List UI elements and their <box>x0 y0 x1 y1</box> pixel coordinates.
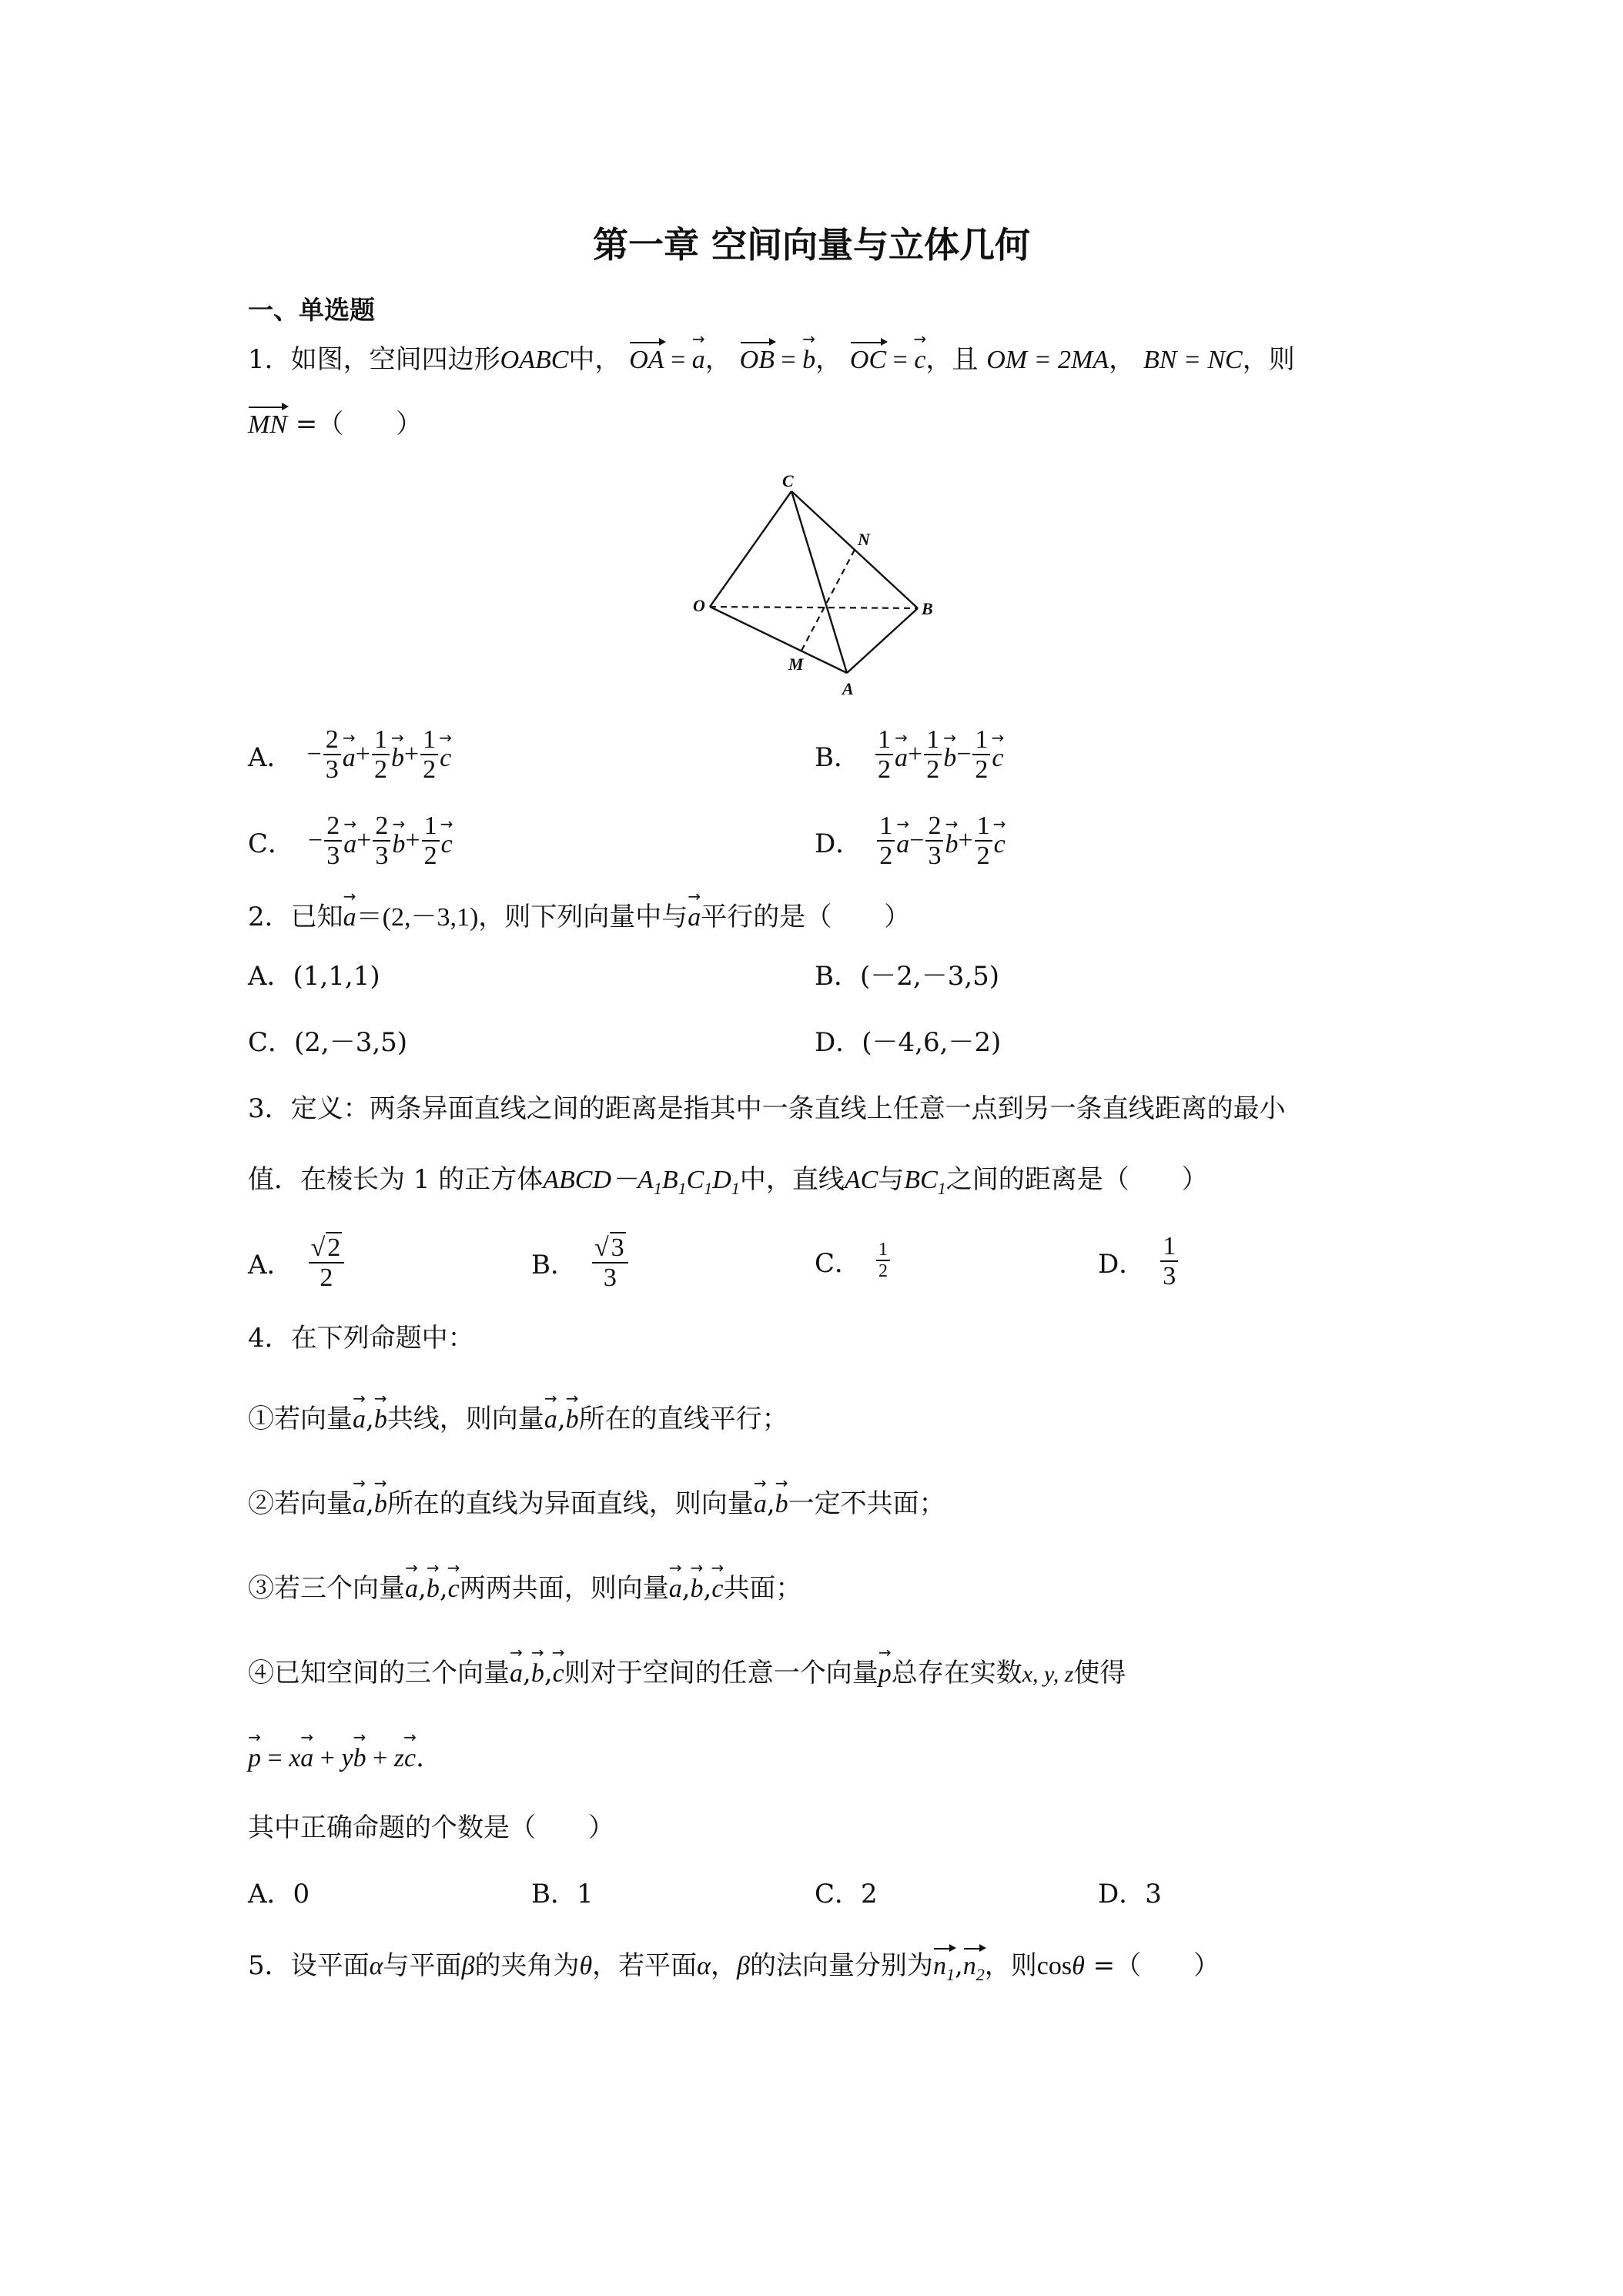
quad-name: OABC <box>500 346 569 374</box>
q4-proposition-2: ②若向量a →,b →所在的直线为异面直线，则向量a →,b →一定不共面； <box>248 1481 945 1521</box>
q5-text: 的夹角为 <box>474 1950 580 1981</box>
vector-b: b → <box>802 337 815 377</box>
q3-line2: 值．在棱长为 1 的正方体$ABCD-A_1B_1C_1D_1$中，直线AC与$BC_1$之间的距离是（ ） <box>248 1164 1208 1198</box>
q3-line1: 3．定义：两条异面直线之间的距离是指其中一条直线上任意一点到另一条直线距离的最小 <box>248 1093 1286 1124</box>
q4-text: 两两共面，则向量 <box>459 1573 669 1604</box>
vector-c: c → <box>914 337 925 377</box>
label-n: N <box>858 530 870 549</box>
vector-ob: OB <box>740 339 775 377</box>
symbol-beta: β <box>461 1952 475 1980</box>
q4-text: 所在的直线平行； <box>578 1404 788 1434</box>
q4-text: 总存在实数 <box>891 1658 1022 1689</box>
section-heading: 一、单选题 <box>248 295 375 325</box>
answer-blank: =（ ） <box>287 409 423 440</box>
symbol-theta: θ <box>1072 1952 1085 1980</box>
vector-oa: OA <box>629 339 664 377</box>
option-label: B． <box>815 741 860 773</box>
label-a: A <box>842 679 854 698</box>
label-o: O <box>693 596 705 615</box>
q2-text: 平行的是（ ） <box>701 902 911 932</box>
vector-a-value: (2,－3,1) <box>382 903 479 932</box>
q2-option-a[interactable]: A．(1,1,1) <box>248 961 380 992</box>
q1-text: 如图，空间四边形 <box>290 344 500 375</box>
q4-formula: p → = xa → + yb → + zc →. <box>248 1735 424 1775</box>
q3-text: 值．在棱长为 1 的正方体 <box>248 1164 544 1195</box>
option-label: D． <box>1098 1248 1146 1280</box>
q3-text: 与 <box>878 1164 905 1195</box>
q5-text: =（ ） <box>1084 1950 1220 1981</box>
q1-line2 <box>248 403 422 441</box>
symbol-alpha: α <box>369 1952 383 1980</box>
q1-option-a[interactable]: A． − $\frac{2}{3}$ a → + $\frac{1}{2}$ b → + $\frac{1}{2}$ c → <box>248 725 451 785</box>
q4-proposition-4: ④已知空间的三个向量a →,b →,c →则对于空间的任意一个向量p →总存在实数x, y, z使得 <box>248 1651 1126 1690</box>
q4-text: 一定不共面； <box>788 1488 945 1519</box>
q4-text: ④已知空间的三个向量 <box>248 1658 510 1689</box>
q4-option-b[interactable]: B．1 <box>531 1879 594 1909</box>
q5-text: 与平面 <box>383 1950 462 1981</box>
q3-option-c[interactable]: C． $\frac{1}{2}$ <box>815 1240 892 1282</box>
label-b: B <box>922 599 933 618</box>
q4-text: 使得 <box>1073 1658 1126 1689</box>
vector-a: a → <box>343 895 356 934</box>
q5-stem: 5．设平面α与平面β的夹角为θ，若平面α，β的法向量分别为$n_1,n_2$，则cosθ =（ ） <box>248 1945 1220 1985</box>
vector-a: a → <box>688 895 701 934</box>
q1-text: ，且 <box>925 344 979 375</box>
q2-option-b[interactable]: B．(－2,－3,5) <box>815 961 1000 992</box>
q4-proposition-1: ①若向量a →,b →共线，则向量a →,b →所在的直线平行； <box>248 1397 788 1436</box>
q1-option-d[interactable]: D． $\frac{1}{2}$ a → − $\frac{2}{3}$ b → + $\frac{1}{2}$ c → <box>815 812 1006 871</box>
q2-text: ，则下列向量中与 <box>478 902 688 932</box>
q1-number: 1． <box>248 344 291 375</box>
symbol-theta: θ <box>579 1952 593 1980</box>
option-label: C． <box>248 828 295 859</box>
label-c: C <box>782 471 794 490</box>
q2-stem: 2．已知a →＝(2,－3,1)，则下列向量中与a →平行的是（ ） <box>248 895 910 934</box>
q5-text: 5．设平面 <box>248 1950 370 1981</box>
q4-text: 共线，则向量 <box>387 1404 544 1434</box>
q4-ask: 其中正确命题的个数是（ ） <box>248 1812 614 1843</box>
q4-text: ③若三个向量 <box>248 1573 405 1604</box>
q3-option-a[interactable]: A． $\frac{√2}{2}$ <box>248 1232 346 1293</box>
page-title: 第一章 空间向量与立体几何 <box>592 224 1030 266</box>
q1-text: ，则 <box>1242 344 1295 375</box>
vector-mn: MN <box>248 403 287 441</box>
tetrahedron-figure <box>693 460 955 707</box>
q2-option-c[interactable]: C．(2,－3,5) <box>248 1027 408 1058</box>
q2-option-d[interactable]: D．(－4,6,－2) <box>815 1027 1002 1058</box>
option-label: D． <box>815 828 862 859</box>
option-label: C． <box>815 1247 862 1279</box>
q4-text: ①若向量 <box>248 1404 353 1434</box>
q5-text: ，若平面 <box>592 1950 698 1981</box>
q5-text: ，则 <box>984 1950 1037 1981</box>
vector-oc: OC <box>850 339 886 377</box>
real-numbers: x, y, z <box>1022 1662 1074 1687</box>
q1-text: 中， <box>568 344 621 375</box>
q3-option-d[interactable]: D． $\frac{1}{3}$ <box>1098 1232 1180 1291</box>
condition-om: OM = 2MA <box>986 346 1109 374</box>
q4-intro: 4．在下列命题中： <box>248 1323 474 1354</box>
cube-name: ABCD－ <box>543 1166 638 1194</box>
label-m: M <box>788 654 804 674</box>
q5-text: ， <box>711 1950 737 1981</box>
q5-text: 的法向量分别为 <box>749 1950 933 1981</box>
q4-proposition-3: ③若三个向量a →,b →,c →两两共面，则向量a →,b →,c →共面； <box>248 1566 801 1605</box>
q4-option-a[interactable]: A．0 <box>248 1879 310 1909</box>
option-label: A． <box>248 1249 293 1280</box>
line-ac: AC <box>844 1166 878 1194</box>
q1-line1: 1．如图，空间四边形OABC中， OA = a →， OB = b →， OC = c →，且 OM = 2MA， BN = NC，则 <box>248 337 1295 377</box>
symbol-alpha: α <box>697 1952 711 1980</box>
formula-period: . <box>416 1742 424 1773</box>
vector-a: a → <box>692 337 705 377</box>
symbol-beta: β <box>737 1952 750 1980</box>
q3-option-b[interactable]: B． $\frac{√3}{3}$ <box>531 1232 630 1293</box>
q1-option-c[interactable]: C． − $\frac{2}{3}$ a → + $\frac{2}{3}$ b → + $\frac{1}{2}$ c → <box>248 812 453 871</box>
condition-bn: BN = NC <box>1143 346 1243 374</box>
q2-text: 2．已知 <box>248 902 343 932</box>
q1-option-b[interactable]: B． $\frac{1}{2}$ a → + $\frac{1}{2}$ b → − $\frac{1}{2}$ c → <box>815 725 1003 785</box>
q4-text: ②若向量 <box>248 1488 353 1519</box>
q4-option-d[interactable]: D．3 <box>1098 1879 1162 1909</box>
q4-text: 所在的直线为异面直线，则向量 <box>387 1488 754 1519</box>
q4-text: 共面； <box>723 1573 802 1604</box>
q3-text: 中，直线 <box>739 1164 845 1195</box>
option-label: B． <box>531 1249 577 1280</box>
option-label: A． <box>248 741 293 773</box>
cos-function: cos <box>1036 1952 1073 1980</box>
q4-option-c[interactable]: C．2 <box>815 1879 878 1909</box>
q3-text: 之间的距离是（ ） <box>945 1164 1208 1195</box>
q4-text: 则对于空间的任意一个向量 <box>564 1658 878 1689</box>
